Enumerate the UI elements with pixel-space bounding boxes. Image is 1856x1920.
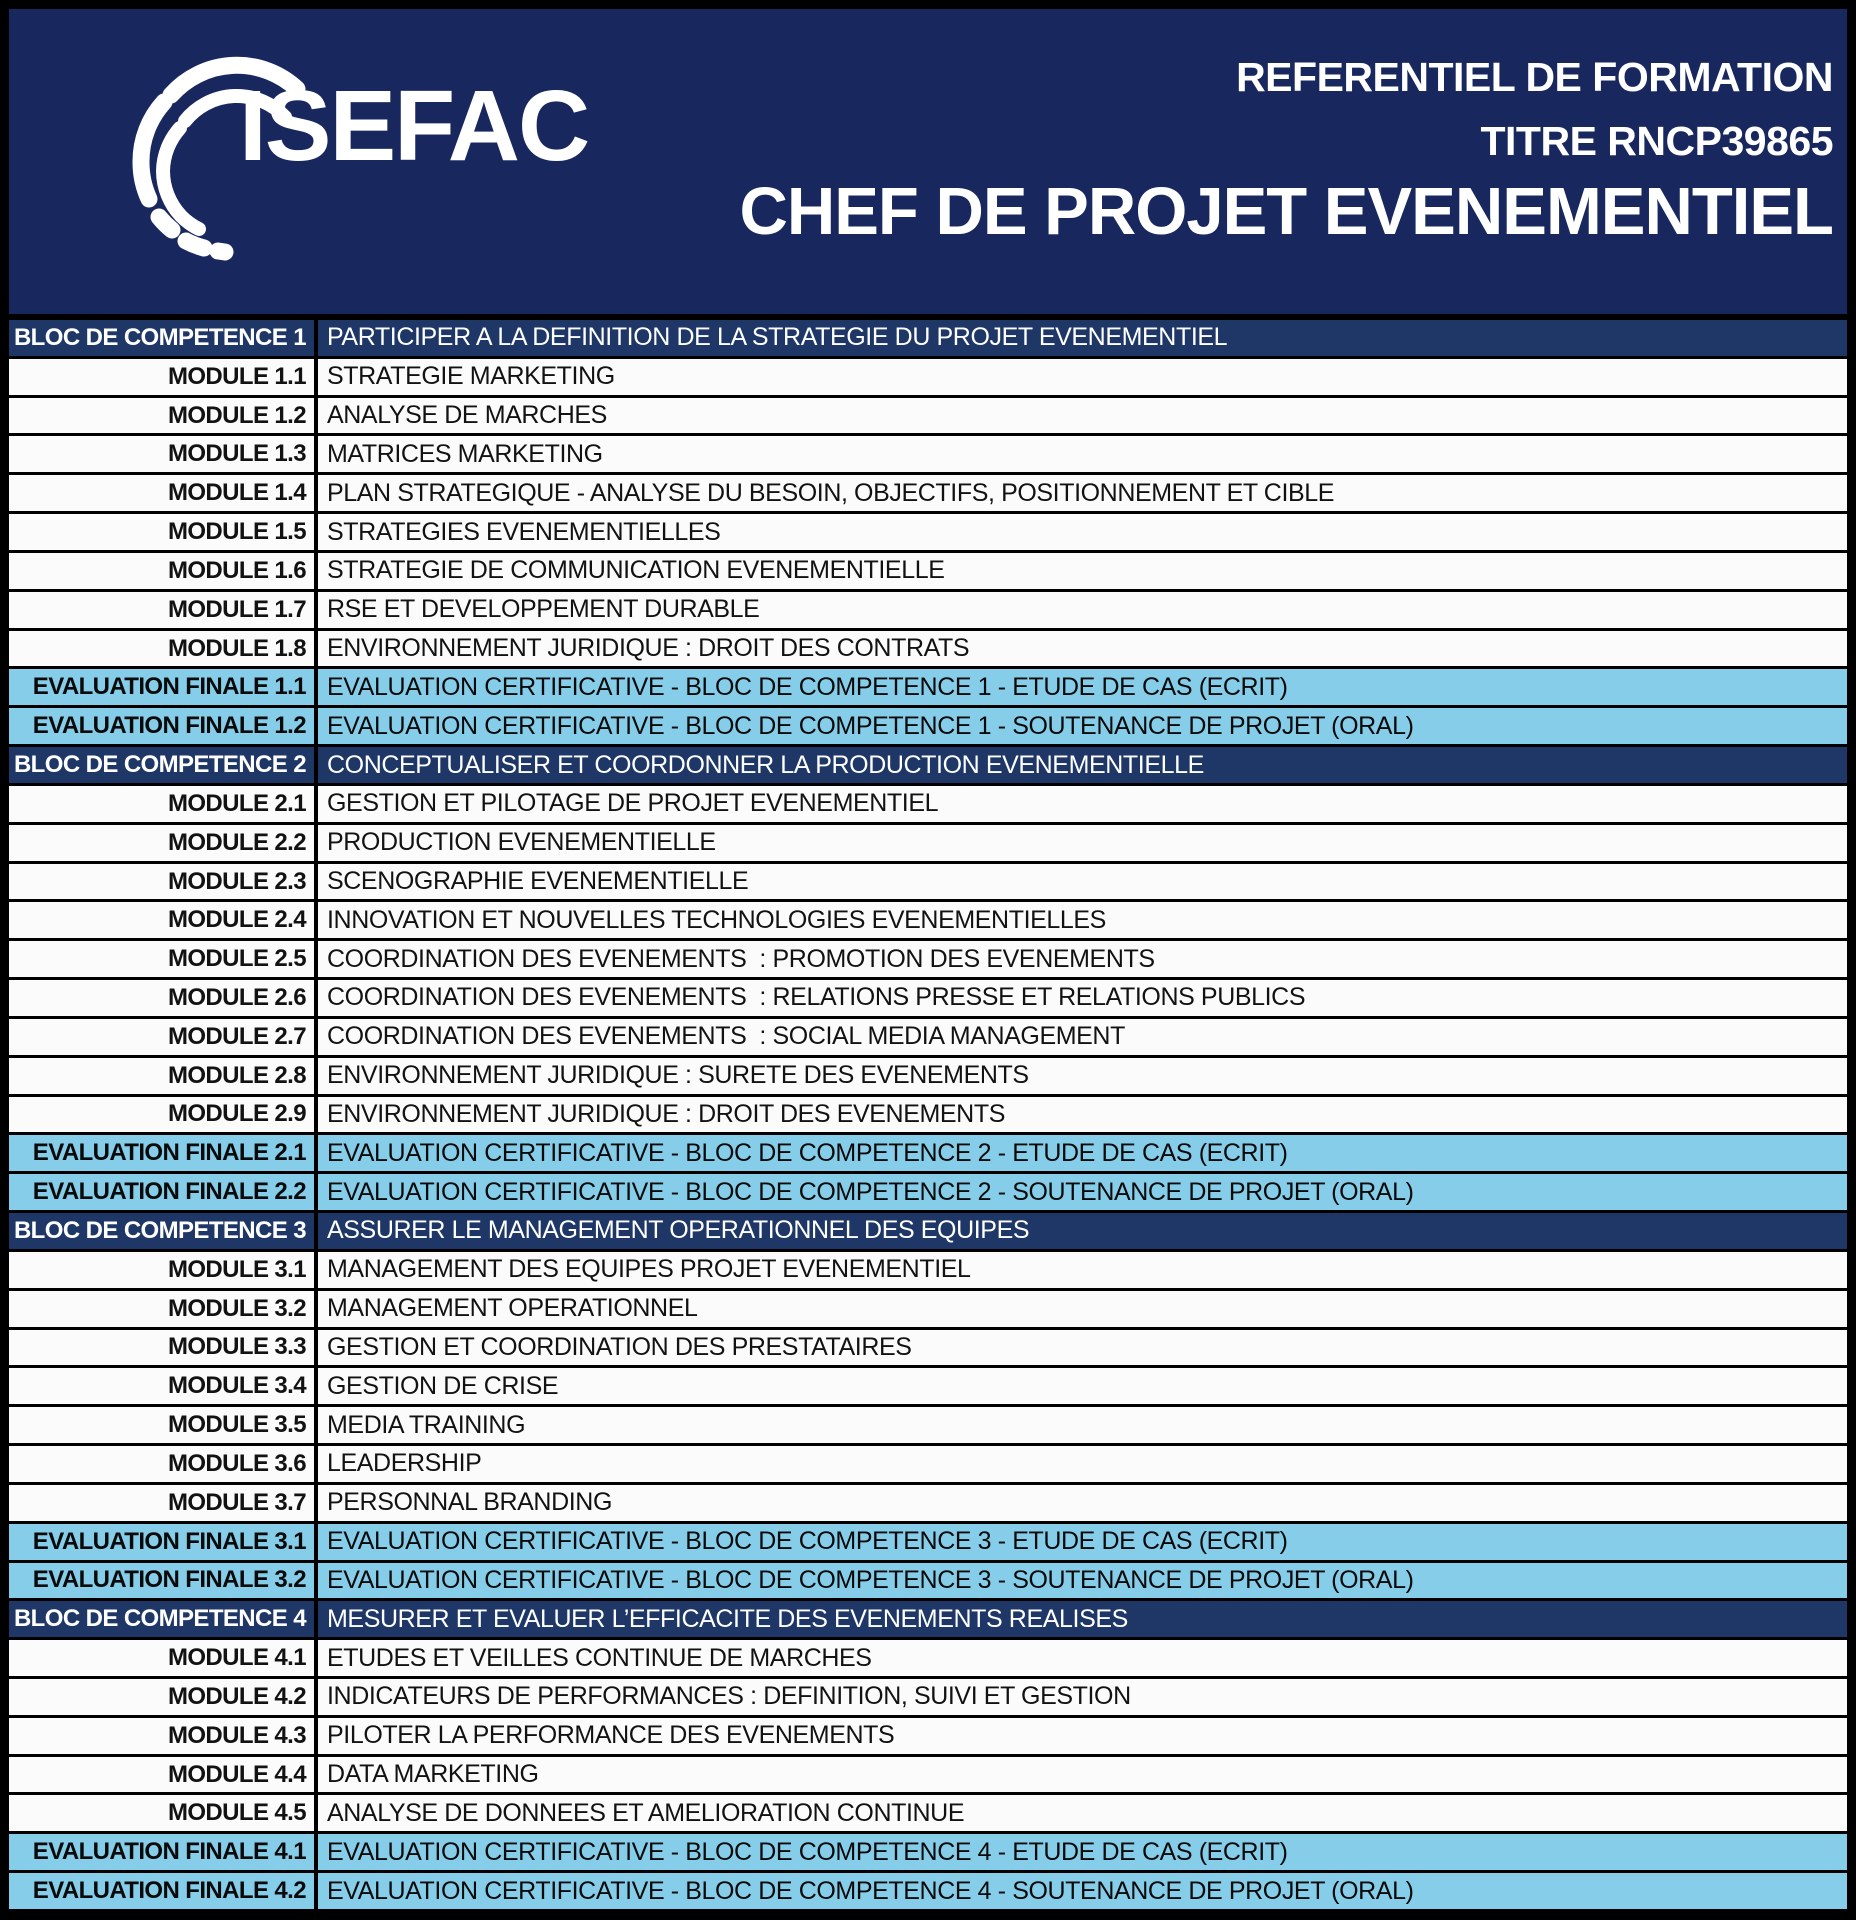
row-content-cell: PERSONNAL BRANDING [327,1488,612,1517]
row-label-cell: MODULE 4.3 [9,1718,318,1754]
row-label-cell: MODULE 2.7 [9,1019,318,1055]
page-title: CHEF DE PROJET EVENEMENTIEL [739,174,1833,249]
row-content-cell: ENVIRONNEMENT JURIDIQUE : SURETE DES EVENEMENTS [327,1061,1029,1090]
row-label-cell: MODULE 4.4 [9,1757,318,1793]
table-row-module-14 [9,864,1847,903]
row-content-cell: ASSURER LE MANAGEMENT OPERATIONNEL DES EQUIPES [327,1216,1030,1245]
row-content-cell: PLAN STRATEGIQUE - ANALYSE DU BESOIN, OBJECTIFS, POSITIONNEMENT ET CIBLE [327,478,1335,507]
table-row-module-27 [9,1368,1847,1407]
row-content-cell: LEADERSHIP [327,1449,482,1478]
row-label-cell: BLOC DE COMPETENCE 1 [9,320,318,356]
table-row-module-17 [9,980,1847,1019]
table-row-module-37 [9,1757,1847,1796]
titre-rncp-line: TITRE RNCP39865 [1480,118,1833,164]
row-label-cell: MODULE 1.2 [9,398,318,434]
table-row-module-18 [9,1019,1847,1058]
row-content-cell: MATRICES MARKETING [327,439,603,468]
row-label-cell: EVALUATION FINALE 1.2 [9,708,318,744]
table-row-module-35 [9,1679,1847,1718]
row-label-cell: MODULE 2.3 [9,864,318,900]
row-label-cell: EVALUATION FINALE 2.2 [9,1174,318,1210]
row-content-cell: ETUDES ET VEILLES CONTINUE DE MARCHES [327,1643,872,1672]
row-label-cell: MODULE 3.5 [9,1407,318,1443]
row-content-cell: INNOVATION ET NOUVELLES TECHNOLOGIES EVENEMENTIELLES [327,905,1106,934]
row-label-cell: MODULE 1.5 [9,514,318,550]
row-label-cell: MODULE 2.8 [9,1058,318,1094]
row-label-cell: MODULE 4.1 [9,1640,318,1676]
row-content-cell: PILOTER LA PERFORMANCE DES EVENEMENTS [327,1721,895,1750]
header-banner [9,9,1847,314]
table-row-eval-21 [9,1135,1847,1174]
table-row-module-20 [9,1097,1847,1136]
table-row-module-36 [9,1718,1847,1757]
row-label-cell: MODULE 3.1 [9,1252,318,1288]
table-row-eval-9 [9,669,1847,708]
row-label-cell: EVALUATION FINALE 3.2 [9,1563,318,1599]
row-content-cell: INDICATEURS DE PERFORMANCES : DEFINITION, SUIVI ET GESTION [327,1682,1131,1711]
row-content-cell: EVALUATION CERTIFICATIVE - BLOC DE COMPETENCE 1 - ETUDE DE CAS (ECRIT) [327,672,1288,701]
row-content-cell: EVALUATION CERTIFICATIVE - BLOC DE COMPETENCE 3 - SOUTENANCE DE PROJET (ORAL) [327,1565,1414,1594]
table-row-module-5 [9,514,1847,553]
row-label-cell: BLOC DE COMPETENCE 4 [9,1601,318,1637]
table-row-eval-32 [9,1563,1847,1602]
row-content-cell: MANAGEMENT OPERATIONNEL [327,1294,698,1323]
table-row-eval-40 [9,1873,1847,1909]
row-label-cell: MODULE 2.1 [9,786,318,822]
table-row-eval-10 [9,708,1847,747]
table-row-module-34 [9,1640,1847,1679]
curriculum-table [9,320,1847,1909]
row-label-cell: MODULE 3.2 [9,1291,318,1327]
row-label-cell: BLOC DE COMPETENCE 3 [9,1213,318,1249]
row-content-cell: EVALUATION CERTIFICATIVE - BLOC DE COMPETENCE 3 - ETUDE DE CAS (ECRIT) [327,1527,1288,1556]
table-row-module-25 [9,1291,1847,1330]
row-content-cell: COORDINATION DES EVENEMENTS : RELATIONS PRESSE ET RELATIONS PUBLICS [327,983,1306,1012]
row-content-cell: MESURER ET EVALUER L’EFFICACITE DES EVENEMENTS REALISES [327,1604,1128,1633]
table-row-module-13 [9,825,1847,864]
row-content-cell: GESTION ET COORDINATION DES PRESTATAIRES [327,1332,912,1361]
row-label-cell: MODULE 1.1 [9,359,318,395]
row-content-cell: EVALUATION CERTIFICATIVE - BLOC DE COMPETENCE 1 - SOUTENANCE DE PROJET (ORAL) [327,711,1414,740]
row-label-cell: EVALUATION FINALE 1.1 [9,669,318,705]
row-label-cell: EVALUATION FINALE 4.1 [9,1834,318,1870]
row-content-cell: ANALYSE DE DONNEES ET AMELIORATION CONTINUE [327,1798,965,1827]
table-row-module-38 [9,1795,1847,1834]
row-label-cell: MODULE 3.4 [9,1368,318,1404]
row-content-cell: EVALUATION CERTIFICATIVE - BLOC DE COMPETENCE 4 - SOUTENANCE DE PROJET (ORAL) [327,1876,1414,1905]
row-label-cell: MODULE 4.2 [9,1679,318,1715]
table-row-eval-39 [9,1834,1847,1873]
row-label-cell: MODULE 1.8 [9,631,318,667]
row-content-cell: ANALYSE DE MARCHES [327,401,607,430]
row-content-cell: EVALUATION CERTIFICATIVE - BLOC DE COMPETENCE 2 - SOUTENANCE DE PROJET (ORAL) [327,1177,1414,1206]
table-row-module-30 [9,1485,1847,1524]
row-label-cell: MODULE 2.5 [9,941,318,977]
row-content-cell: PARTICIPER A LA DEFINITION DE LA STRATEGIE DU PROJET EVENEMENTIEL [327,323,1228,352]
row-content-cell: CONCEPTUALISER ET COORDONNER LA PRODUCTION EVENEMENTIELLE [327,750,1204,779]
table-row-module-16 [9,941,1847,980]
row-content-cell: COORDINATION DES EVENEMENTS : PROMOTION DES EVENEMENTS [327,944,1155,973]
row-label-cell: EVALUATION FINALE 3.1 [9,1524,318,1560]
table-row-bloc-33 [9,1601,1847,1640]
referentiel-line: REFERENTIEL DE FORMATION [1236,54,1833,100]
row-content-cell: COORDINATION DES EVENEMENTS : SOCIAL MEDIA MANAGEMENT [327,1022,1125,1051]
table-row-module-7 [9,592,1847,631]
row-content-cell: GESTION ET PILOTAGE DE PROJET EVENEMENTIEL [327,789,939,818]
table-row-module-1 [9,359,1847,398]
row-label-cell: EVALUATION FINALE 2.1 [9,1135,318,1171]
table-row-bloc-23 [9,1213,1847,1252]
row-content-cell: EVALUATION CERTIFICATIVE - BLOC DE COMPETENCE 2 - ETUDE DE CAS (ECRIT) [327,1138,1288,1167]
table-row-module-4 [9,475,1847,514]
row-content-cell: STRATEGIE MARKETING [327,362,615,391]
row-content-cell: SCENOGRAPHIE EVENEMENTIELLE [327,867,749,895]
row-content-cell: RSE ET DEVELOPPEMENT DURABLE [327,595,760,624]
row-label-cell: MODULE 1.3 [9,436,318,472]
table-row-module-3 [9,436,1847,475]
row-content-cell: DATA MARKETING [327,1760,539,1789]
row-label-cell: MODULE 1.7 [9,592,318,628]
row-label-cell: MODULE 1.4 [9,475,318,511]
table-row-bloc-0 [9,320,1847,359]
row-content-cell: EVALUATION CERTIFICATIVE - BLOC DE COMPETENCE 4 - ETUDE DE CAS (ECRIT) [327,1837,1288,1866]
row-content-cell: STRATEGIES EVENEMENTIELLES [327,517,721,546]
table-row-module-8 [9,631,1847,670]
isefac-logo-text: ISEFAC [239,70,589,182]
row-label-cell: MODULE 3.6 [9,1446,318,1482]
row-content-cell: ENVIRONNEMENT JURIDIQUE : DROIT DES EVENEMENTS [327,1099,1005,1128]
row-label-cell: MODULE 2.9 [9,1097,318,1133]
table-row-eval-22 [9,1174,1847,1213]
row-label-cell: MODULE 3.3 [9,1330,318,1366]
row-label-cell: BLOC DE COMPETENCE 2 [9,747,318,783]
table-row-module-12 [9,786,1847,825]
table-row-module-24 [9,1252,1847,1291]
row-content-cell: ENVIRONNEMENT JURIDIQUE : DROIT DES CONTRATS [327,634,970,663]
table-row-module-26 [9,1330,1847,1369]
row-label-cell: MODULE 2.6 [9,980,318,1016]
isefac-logo [89,37,649,267]
row-label-cell: MODULE 1.6 [9,553,318,589]
banner-text-block [739,9,1833,314]
table-row-module-19 [9,1058,1847,1097]
row-content-cell: MEDIA TRAINING [327,1410,526,1439]
table-row-bloc-11 [9,747,1847,786]
table-row-module-28 [9,1407,1847,1446]
table-row-module-29 [9,1446,1847,1485]
row-label-cell: MODULE 2.2 [9,825,318,861]
table-row-module-6 [9,553,1847,592]
row-content-cell: MANAGEMENT DES EQUIPES PROJET EVENEMENTIEL [327,1255,971,1284]
table-row-module-2 [9,398,1847,437]
row-label-cell: MODULE 4.5 [9,1795,318,1831]
row-content-cell: STRATEGIE DE COMMUNICATION EVENEMENTIELLE [327,556,945,585]
table-row-module-15 [9,902,1847,941]
row-label-cell: MODULE 2.4 [9,902,318,938]
row-content-cell: PRODUCTION EVENEMENTIELLE [327,828,716,857]
row-label-cell: MODULE 3.7 [9,1485,318,1521]
table-row-eval-31 [9,1524,1847,1563]
row-label-cell: EVALUATION FINALE 4.2 [9,1873,318,1909]
row-content-cell: GESTION DE CRISE [327,1371,559,1400]
